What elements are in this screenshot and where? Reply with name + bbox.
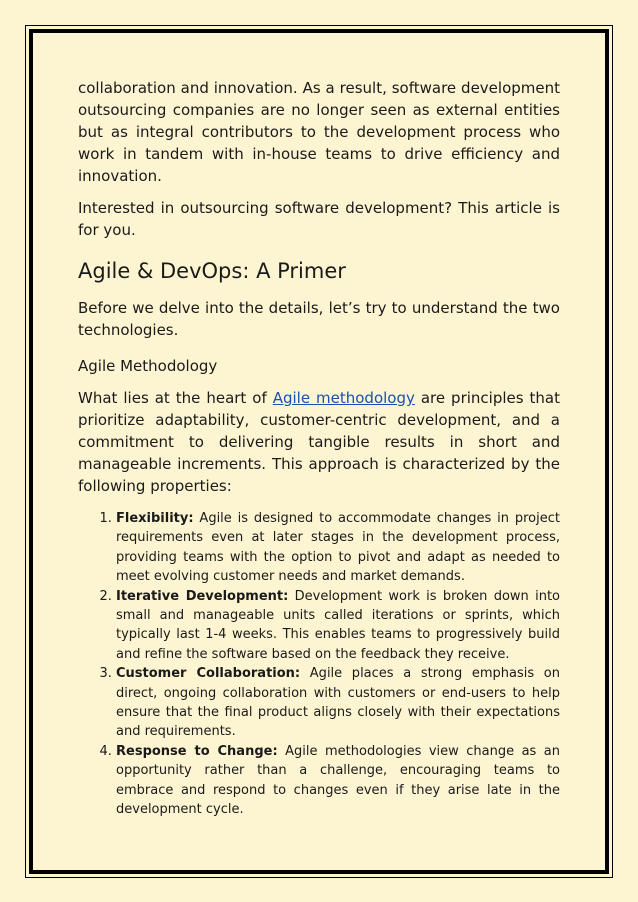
property-term: Customer Collaboration:: [116, 666, 301, 682]
property-text: Agile is designed to accommodate changes in project requirements even at later stages in the development process, providing teams with the option to pivot and adapt as needed to meet evolving customer needs and market demands.: [116, 511, 560, 585]
agile-properties-list: [78, 509, 560, 820]
property-text: Development work is broken down into small and manageable units called iterations or sprints, which typically last 1-4 weeks. This enables teams to progressively build and refine the software based on the feedback they receive.: [116, 588, 560, 662]
paragraph-interest: Interested in outsourcing software development? This article is for you.: [78, 199, 560, 239]
list-item: [116, 587, 560, 665]
paragraph-section-intro: Before we delve into the details, let’s try to understand the two technologies.: [78, 299, 560, 339]
paragraph-intro-continued: collaboration and innovation. As a result, software development outsourcing companies are no longer seen as external entities but as integral contributors to the development process who work in tandem with in-house teams to drive efficiency and innovation.: [78, 79, 560, 185]
property-term: Response to Change:: [116, 743, 278, 759]
property-term: Flexibility:: [116, 511, 194, 526]
property-term: Iterative Development:: [116, 588, 289, 604]
agile-methodology-link[interactable]: Agile methodology: [272, 389, 415, 407]
section-heading: Agile & DevOps: A Primer: [78, 259, 346, 283]
list-item: [116, 664, 560, 742]
agile-lead-after: are principles that prioritize adaptability, customer-centric development, and a commitment to delivering tangible results in short and manageable increments. This approach is characterized by the following properties:: [78, 389, 560, 495]
paragraph-agile-lead: [78, 387, 560, 497]
agile-lead-before: What lies at the heart of: [78, 389, 273, 407]
article-content: [78, 77, 560, 820]
list-item: [116, 509, 560, 587]
subheading-agile: Agile Methodology: [78, 357, 218, 375]
list-item: [116, 742, 560, 820]
property-text: Agile methodologies view change as an opportunity rather than a challenge, encouraging teams to embrace and respond to changes even if they arise late in the development cycle.: [116, 743, 560, 818]
property-text: Agile places a strong emphasis on direct, ongoing collaboration with customers or end-users to help ensure that the final product aligns closely with their expectations and requirements.: [116, 666, 560, 740]
